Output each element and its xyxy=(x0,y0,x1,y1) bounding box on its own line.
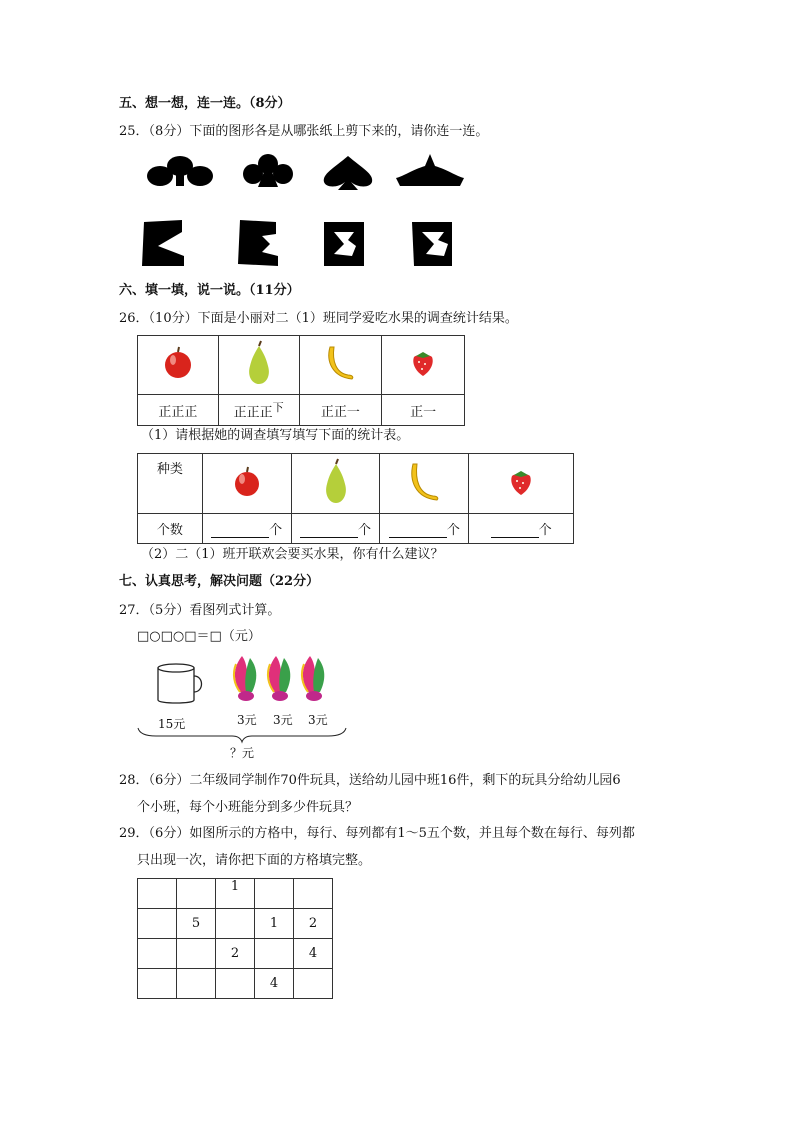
club-shape-icon[interactable] xyxy=(243,154,293,187)
shuttlecock-icon xyxy=(302,656,324,701)
shuttle-price-3: 3元 xyxy=(308,713,328,727)
pear-count-blank[interactable] xyxy=(300,537,358,538)
question-26-text: 26．（10分）下面是小丽对二（1）班同学爱吃水果的调查统计结果。 xyxy=(119,311,518,326)
apple-icon xyxy=(231,465,263,499)
banana-count-blank[interactable] xyxy=(389,537,447,538)
number-grid xyxy=(137,878,333,999)
folded-paper-c-icon[interactable] xyxy=(324,222,364,266)
strawberry-icon xyxy=(408,348,438,378)
grid-cell[interactable] xyxy=(177,879,216,909)
shuttlecock-icon xyxy=(268,656,290,701)
question-28-line1: 28．（6分）二年级同学制作70件玩具，送给幼儿园中班16件，剩下的玩具分给幼儿园6 xyxy=(119,773,621,788)
pear-icon xyxy=(242,340,276,386)
grid-cell[interactable]: 2 xyxy=(294,909,333,939)
clover-shape-icon[interactable] xyxy=(147,156,213,186)
question-27-text: 27．（5分）看图列式计算。 xyxy=(119,603,281,618)
stats-fruit-cell xyxy=(469,454,574,514)
apple-count-blank[interactable] xyxy=(211,537,269,538)
stats-table xyxy=(137,453,574,544)
folded-paper-b-icon[interactable] xyxy=(238,220,278,266)
grid-cell[interactable] xyxy=(138,969,177,999)
pear-count-cell[interactable] xyxy=(291,514,380,544)
grid-cell[interactable]: 5 xyxy=(177,909,216,939)
cup-price: 15元 xyxy=(158,717,186,731)
grid-cell[interactable] xyxy=(177,969,216,999)
grid-cell[interactable] xyxy=(177,939,216,969)
stats-fruit-cell xyxy=(380,454,469,514)
shuttle-price-2: 3元 xyxy=(273,713,293,727)
equation-template[interactable]: □○□○□＝□（元） xyxy=(137,629,261,644)
grid-cell[interactable] xyxy=(294,879,333,909)
folded-paper-row xyxy=(138,216,468,270)
grid-cell[interactable] xyxy=(255,879,294,909)
shuttlecock-icon xyxy=(234,656,256,701)
tally-fruit-cell xyxy=(218,336,299,395)
banana-icon xyxy=(405,460,443,504)
grid-cell[interactable]: 4 xyxy=(294,939,333,969)
tally-fruit-cell xyxy=(299,336,382,395)
section-7-title: 七、认真思考，解决问题（22分） xyxy=(119,574,320,589)
grid-cell[interactable] xyxy=(255,939,294,969)
grid-cell[interactable]: 2 xyxy=(216,939,255,969)
grid-cell[interactable] xyxy=(138,939,177,969)
strawberry-icon xyxy=(506,467,536,497)
question-25-text: 25．（8分）下面的图形各是从哪张纸上剪下来的，请你连一连。 xyxy=(119,124,489,139)
grid-cell[interactable]: 1 xyxy=(255,909,294,939)
spade-shape-icon[interactable] xyxy=(324,156,372,190)
tally-partial-mark: 下 xyxy=(272,401,284,415)
banana-icon xyxy=(322,343,358,383)
grid-cell[interactable] xyxy=(138,909,177,939)
strawberry-count-cell[interactable] xyxy=(469,514,574,544)
grid-cell[interactable] xyxy=(294,969,333,999)
grid-cell[interactable] xyxy=(216,969,255,999)
pear-icon xyxy=(318,458,354,506)
cut-shapes-row xyxy=(138,152,468,194)
stats-fruit-cell xyxy=(202,454,291,514)
shuttle-price-1: 3元 xyxy=(237,713,257,727)
question-29-line1: 29．（6分）如图所示的方格中，每行、每列都有1～5五个数，并且每个数在每行、每列都 xyxy=(119,826,635,841)
unit-label: 个 xyxy=(538,523,552,538)
section-5-title: 五、想一想，连一连。（8分） xyxy=(119,96,291,111)
grid-cell[interactable]: 4 xyxy=(255,969,294,999)
tally-fruit-cell xyxy=(138,336,219,395)
unit-label: 个 xyxy=(269,523,283,538)
question-29-line2: 只出现一次，请你把下面的方格填完整。 xyxy=(137,853,372,868)
grid-cell[interactable] xyxy=(138,879,177,909)
apple-icon xyxy=(161,345,195,381)
tally-table xyxy=(137,335,465,426)
kind-label: 种类 xyxy=(138,454,203,514)
tally-marks: 正正正 xyxy=(138,395,219,426)
folded-paper-d-icon[interactable] xyxy=(412,222,452,266)
question-28-line2: 个小班，每个小班能分到多少件玩具？ xyxy=(137,800,359,815)
banana-count-cell[interactable] xyxy=(380,514,469,544)
grid-cell[interactable]: 1 xyxy=(216,879,255,909)
tally-marks: 正一 xyxy=(382,395,465,426)
tally-marks xyxy=(218,395,299,426)
unit-label: 个 xyxy=(357,523,371,538)
stats-fruit-cell xyxy=(291,454,380,514)
total-unknown: ？元 xyxy=(230,746,255,760)
strawberry-count-blank[interactable] xyxy=(491,537,539,538)
unit-label: 个 xyxy=(446,523,460,538)
tally-marks: 正正一 xyxy=(299,395,382,426)
question-26-sub2: （2）二（1）班开联欢会要买水果，你有什么建议？ xyxy=(141,547,444,562)
folded-paper-a-icon[interactable] xyxy=(142,220,184,266)
tally-marks-text: 正正正 xyxy=(233,405,273,421)
grid-cell[interactable] xyxy=(216,909,255,939)
cup-icon xyxy=(158,664,202,703)
tally-fruit-cell xyxy=(382,336,465,395)
section-6-title: 六、填一填，说一说。（11分） xyxy=(119,283,300,298)
question-26-sub1: （1）请根据她的调查填写填写下面的统计表。 xyxy=(141,428,410,443)
count-label: 个数 xyxy=(138,514,203,544)
apple-count-cell[interactable] xyxy=(202,514,291,544)
pagoda-shape-icon[interactable] xyxy=(396,154,464,186)
